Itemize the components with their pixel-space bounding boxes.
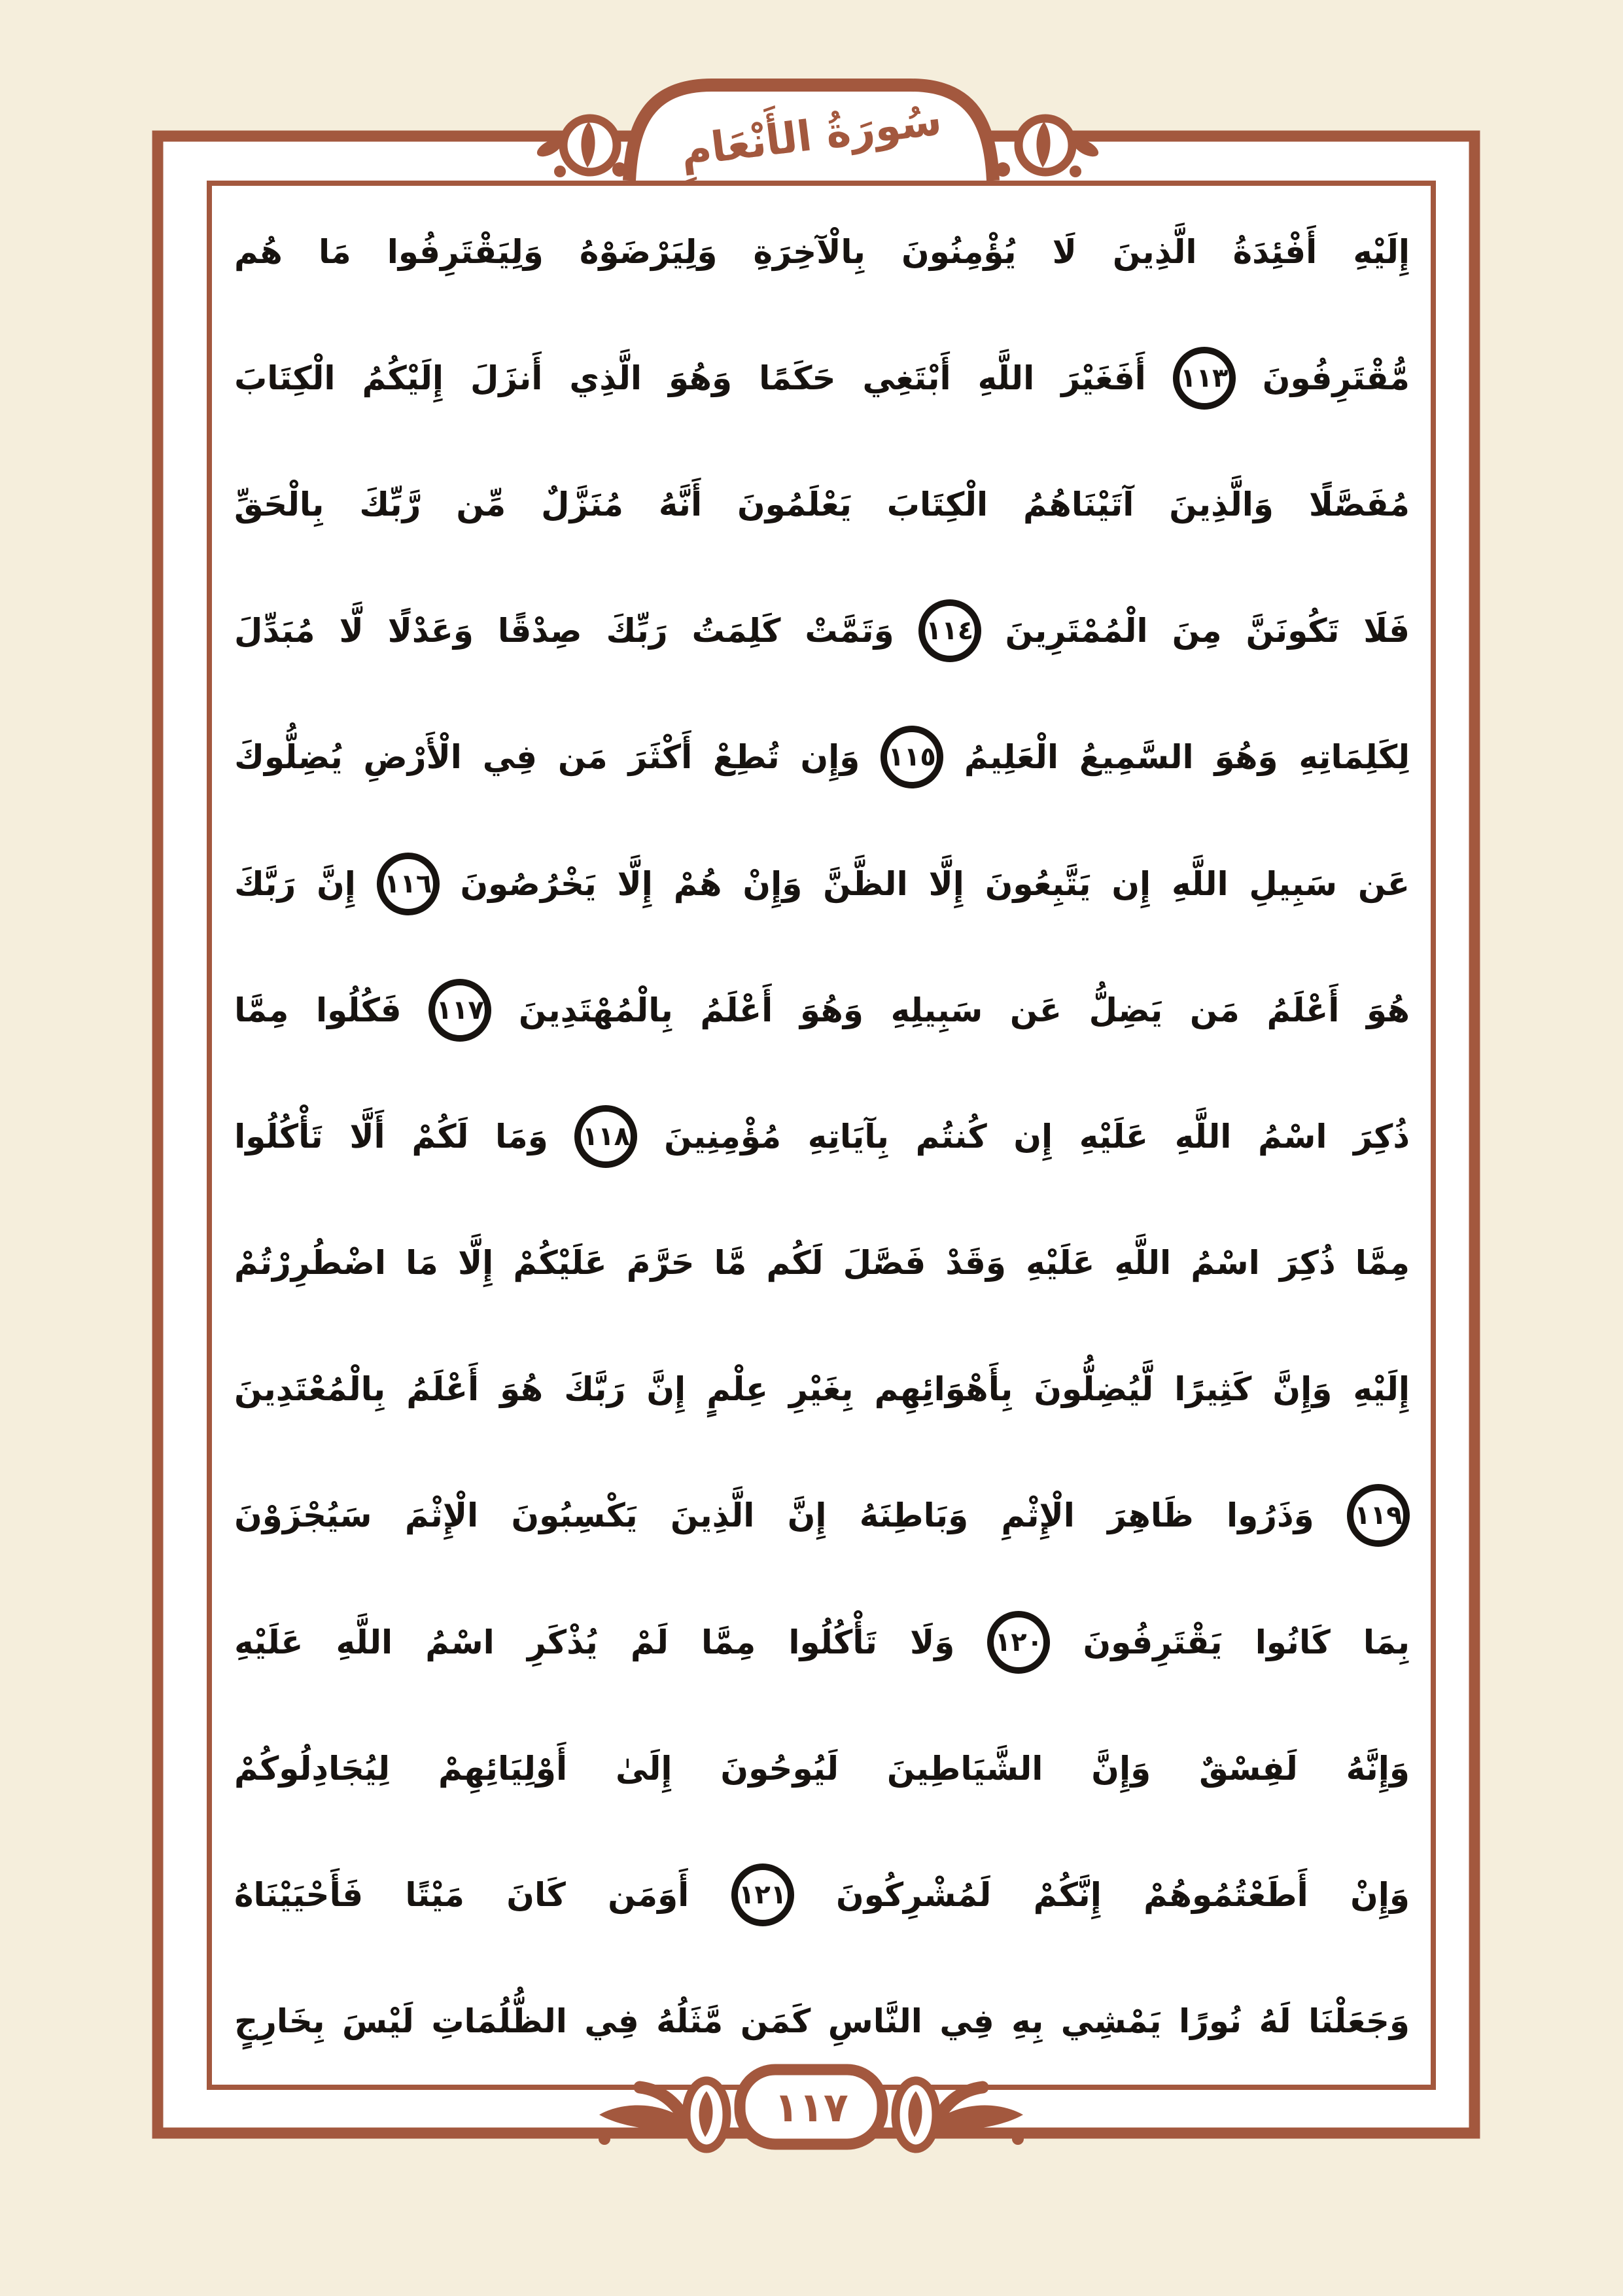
quran-word: الظَّنَّ [823, 864, 908, 903]
ayah-end-marker: ١٢٠ [987, 1611, 1050, 1674]
quran-word: وَلِيَرْضَوْهُ [579, 232, 718, 271]
quran-word: فِي [584, 2002, 639, 2041]
quran-word: الْعَلِيمُ [964, 738, 1059, 777]
mushaf-line [216, 694, 1428, 821]
mushaf-line [216, 1326, 1428, 1453]
quran-word: السَّمِيعُ [1079, 738, 1194, 777]
quran-word: تَأْكُلُوا [234, 1117, 323, 1156]
mushaf-line [216, 1831, 1428, 1958]
quran-word: عَن [1357, 864, 1410, 903]
quran-word: عَلَيْهِ [1079, 1117, 1149, 1156]
quran-word: يُضِلُّوكَ [234, 738, 343, 777]
page-number: ١١٧ [774, 2083, 848, 2131]
quran-word: لَمْ [630, 1623, 669, 1661]
quran-word: وَإِنْ [742, 864, 803, 903]
quran-word: وَمَا [495, 1117, 548, 1156]
quran-word: الْكِتَابَ [234, 359, 336, 397]
quran-word: حَكَمًا [759, 359, 836, 397]
quran-word: ظَاهِرَ [1108, 1496, 1194, 1535]
quran-word: يُؤْمِنُونَ [901, 232, 1017, 271]
quran-word: سَبِيلِهِ [890, 991, 983, 1029]
quran-word: اسْمُ [425, 1623, 495, 1661]
quran-word: أَعْلَمُ [700, 991, 773, 1029]
quran-word: نُورًا [1178, 2002, 1242, 2041]
quran-word: يُذْكَرِ [527, 1623, 598, 1661]
quran-word: ذُكِرَ [1353, 1117, 1410, 1156]
quran-word: أَلَّا [349, 1117, 385, 1156]
quran-word: يَضِلُّ [1089, 991, 1163, 1029]
quran-word: يَخْرُصُونَ [460, 864, 597, 903]
ayah-end-marker: ١١٤ [918, 599, 981, 662]
quran-word: لَكُم [766, 1244, 824, 1282]
quran-word: إِلَيْهِ [1353, 232, 1410, 271]
quran-word: مَن [557, 738, 608, 777]
header-ring-leaf-right [1019, 118, 1081, 177]
quran-word: مَّثَلُهُ [656, 2002, 724, 2041]
quran-word: مَيْتًا [405, 1876, 464, 1915]
quran-word: يَعْلَمُونَ [737, 485, 852, 523]
quran-word: وَهُوَ [1214, 738, 1278, 777]
quran-word: إِلَيْكُمُ [362, 359, 444, 397]
ayah-end-marker: ١١٣ [1173, 347, 1236, 410]
quran-word: إِلَىٰ [616, 1749, 672, 1788]
quran-word: عَلَيْهِ [234, 1623, 304, 1661]
quran-word: وَهُوَ [799, 991, 864, 1029]
quran-word: اسْمُ [1258, 1117, 1327, 1156]
footer-oval-leaf-right [896, 2081, 936, 2149]
quran-word: يَكْسِبُونَ [511, 1496, 638, 1535]
quran-word: وَقَدْ [945, 1244, 1006, 1282]
quran-word: اللَّهِ [1174, 1117, 1232, 1156]
quran-word: هُوَ [1366, 991, 1410, 1029]
quran-word: الْإِثْمَ [404, 1496, 479, 1535]
quran-word: لَا [1052, 232, 1077, 271]
quran-word: مُنَزَّلٌ [541, 485, 623, 523]
quran-word: إِنَّ [646, 1370, 686, 1409]
quran-word: إِن [1111, 864, 1151, 903]
quran-word: بِمَا [1363, 1623, 1410, 1661]
quran-word: لَّيُضِلُّونَ [1034, 1370, 1154, 1409]
quran-word: مَن [1189, 991, 1240, 1029]
mushaf-line [216, 947, 1428, 1073]
quran-word: اضْطُرِرْتُمْ [234, 1244, 387, 1282]
quran-word: كَثِيرًا [1174, 1370, 1252, 1409]
quran-word: لَمُشْرِكُونَ [835, 1876, 992, 1915]
quran-word: صِدْقًا [497, 612, 582, 650]
quran-word: أَوْلِيَائِهِمْ [438, 1749, 568, 1788]
quran-word: يَتَّبِعُونَ [985, 864, 1091, 903]
quran-word: أَنزَلَ [470, 359, 543, 397]
quran-word: هُمْ [673, 864, 722, 903]
quran-word: اللَّهِ [1114, 1244, 1172, 1282]
quran-word: هُم [234, 232, 283, 271]
quran-word: حَرَّمَ [626, 1244, 695, 1282]
mushaf-line [216, 441, 1428, 567]
quran-word: هُوَ [500, 1370, 544, 1409]
mushaf-line [216, 1200, 1428, 1326]
quran-word: الَّذِينَ [1112, 232, 1197, 271]
quran-word: عَلَيْهِ [1026, 1244, 1095, 1282]
quran-word: بِغَيْرِ [789, 1370, 854, 1409]
mushaf-line [216, 1579, 1428, 1705]
quran-text-block [216, 188, 1428, 2085]
quran-word: مُبَدِّلَ [234, 612, 315, 650]
quran-word: فَأَحْيَيْنَاهُ [234, 1876, 364, 1915]
quran-word: عَلَيْكُمْ [513, 1244, 607, 1282]
mushaf-line [216, 1958, 1428, 2085]
quran-word: كَمَن [740, 2002, 811, 2041]
quran-word: عِلْمٍ [707, 1370, 768, 1409]
quran-word: أَفْئِدَةُ [1232, 232, 1318, 271]
quran-word: بِالْآخِرَةِ [753, 232, 865, 271]
quran-word: أَعْلَمُ [406, 1370, 480, 1409]
quran-word: كَلِمَتُ [691, 612, 781, 650]
quran-word: مَّا [714, 1244, 747, 1282]
ayah-end-marker: ١٢١ [731, 1863, 794, 1926]
mushaf-line [216, 1073, 1428, 1199]
quran-word: الْأَرْضِ [363, 738, 462, 777]
quran-word: اللَّهِ [1171, 864, 1229, 903]
mushaf-line [216, 188, 1428, 315]
quran-word: لَيْسَ [341, 2002, 414, 2041]
quran-word: فَصَّلَ [843, 1244, 926, 1282]
quran-word: تَكُونَنَّ [1246, 612, 1340, 650]
quran-word: وَعَدْلًا [387, 612, 474, 650]
quran-word: وَبَاطِنَهُ [859, 1496, 969, 1535]
quran-word: إِنَّكُمْ [1033, 1876, 1102, 1915]
quran-word: بِهِ [1011, 2002, 1044, 2041]
quran-word: آتَيْنَاهُمُ [1023, 485, 1134, 523]
quran-word: أَوَمَن [608, 1876, 689, 1915]
quran-word: مَا [318, 232, 351, 271]
quran-word: رَبَّكَ [564, 1370, 626, 1409]
ayah-end-marker: ١١٨ [574, 1105, 637, 1168]
quran-word: لَفِسْقٌ [1199, 1749, 1298, 1788]
quran-word: سَبِيلِ [1249, 864, 1338, 903]
quran-word: الَّذِينَ [670, 1496, 755, 1535]
quran-word: وَجَعَلْنَا [1308, 2002, 1410, 2041]
quran-word: الْمُمْتَرِينَ [1005, 612, 1148, 650]
quran-word: لَكُمْ [411, 1117, 469, 1156]
quran-word: بِأَهْوَائِهِم [874, 1370, 1013, 1409]
quran-word: لَهُ [1259, 2002, 1291, 2041]
quran-word: رَبَّكَ [234, 864, 296, 903]
quran-word: إِن [1013, 1117, 1053, 1156]
quran-word: الظُّلُمَاتِ [431, 2002, 567, 2041]
quran-word: لِكَلِمَاتِهِ [1299, 738, 1410, 777]
mushaf-line [216, 1705, 1428, 1831]
quran-word: عَن [1009, 991, 1062, 1029]
quran-word: الْكِتَابَ [886, 485, 988, 523]
mushaf-line [216, 1453, 1428, 1579]
quran-word: وَذَرُوا [1227, 1496, 1314, 1535]
quran-word: وَتَمَّتْ [805, 612, 894, 650]
quran-word: إِنَّ [317, 864, 356, 903]
ayah-end-marker: ١١٥ [881, 726, 943, 788]
quran-word: إِلَّا [928, 864, 964, 903]
quran-word: بِالْحَقِّ [234, 485, 324, 523]
quran-word: كَانُوا [1255, 1623, 1331, 1661]
quran-word: بِخَارِجٍ [234, 2002, 325, 2041]
quran-word: وَلَا [910, 1623, 955, 1661]
quran-word: مِمَّا [1355, 1244, 1410, 1282]
quran-word: رَّبِّكَ [359, 485, 421, 523]
quran-word: كَانَ [506, 1876, 566, 1915]
mushaf-line [216, 821, 1428, 947]
quran-word: مِّن [456, 485, 506, 523]
quran-word: اللَّهِ [977, 359, 1035, 397]
quran-word: كُنتُم [915, 1117, 987, 1156]
quran-word: يَمْشِي [1060, 2002, 1162, 2041]
quran-word: أَطَعْتُمُوهُمْ [1143, 1876, 1308, 1915]
quran-word: تُطِعْ [713, 738, 780, 777]
quran-word: وَإِنَّ [1272, 1370, 1333, 1409]
quran-word: مِنَ [1172, 612, 1222, 650]
quran-word: فَكُلُوا [315, 991, 402, 1029]
quran-word: النَّاسِ [828, 2002, 922, 2041]
quran-word: إِلَّا [457, 1244, 494, 1282]
quran-word: وَإِنْ [1350, 1876, 1410, 1915]
quran-word: أَعْلَمُ [1266, 991, 1340, 1029]
mushaf-line [216, 568, 1428, 694]
quran-word: سَيُجْزَوْنَ [234, 1496, 372, 1535]
quran-word: إِلَّا [617, 864, 653, 903]
quran-word: وَلِيَقْتَرِفُوا [387, 232, 544, 271]
quran-word: الَّذِي [569, 359, 642, 397]
ayah-end-marker: ١١٦ [377, 853, 440, 915]
quran-word: اسْمُ [1191, 1244, 1260, 1282]
ayah-end-marker: ١١٩ [1347, 1484, 1410, 1547]
footer-oval-leaf-left [686, 2081, 727, 2149]
quran-word: مُّقْتَرِفُونَ [1262, 359, 1410, 397]
quran-word: الشَّيَاطِينَ [886, 1749, 1043, 1788]
quran-word: تَأْكُلُوا [788, 1623, 877, 1661]
quran-word: وَإِنَّ [1091, 1749, 1151, 1788]
quran-word: وَإِنَّهُ [1346, 1749, 1410, 1788]
quran-word: لَّا [339, 612, 364, 650]
quran-word: مِمَّا [234, 991, 289, 1029]
quran-word: وَإِن [800, 738, 860, 777]
quran-word: مَا [406, 1244, 438, 1282]
quran-word: مُفَصَّلًا [1308, 485, 1410, 523]
quran-word: إِلَيْهِ [1353, 1370, 1410, 1409]
quran-word: لِيُجَادِلُوكُمْ [234, 1749, 391, 1788]
ayah-end-marker: ١١٧ [428, 979, 491, 1042]
quran-word: مُؤْمِنِينَ [664, 1117, 782, 1156]
quran-word: بِآيَاتِهِ [807, 1117, 889, 1156]
quran-word: أَكْثَرَ [628, 738, 693, 777]
mushaf-line [216, 315, 1428, 441]
quran-word: بِالْمُعْتَدِينَ [234, 1370, 386, 1409]
quran-word: أَفَغَيْرَ [1061, 359, 1146, 397]
quran-word: أَنَّهُ [658, 485, 703, 523]
quran-word: أَبْتَغِي [862, 359, 951, 397]
quran-word: وَالَّذِينَ [1169, 485, 1274, 523]
quran-word: بِالْمُهْتَدِينَ [518, 991, 673, 1029]
quran-word: اللَّهِ [336, 1623, 393, 1661]
dome-base-bump-right [996, 162, 1010, 177]
quran-word: مِمَّا [701, 1623, 756, 1661]
quran-word: فِي [939, 2002, 994, 2041]
header-ring-leaf-left [554, 118, 617, 177]
quran-word: الْإِثْمِ [1001, 1496, 1075, 1535]
quran-word: فَلَا [1363, 612, 1410, 650]
quran-word: يَقْتَرِفُونَ [1083, 1623, 1223, 1661]
quran-word: لَيُوحُونَ [720, 1749, 839, 1788]
quran-word: وَهُوَ [669, 359, 733, 397]
quran-word: فِي [482, 738, 538, 777]
surah-title: سُورَةُ الأَنْعَامِ [678, 96, 945, 177]
quran-word: رَبِّكَ [606, 612, 668, 650]
quran-word: إِنَّ [787, 1496, 827, 1535]
quran-word: ذُكِرَ [1279, 1244, 1336, 1282]
